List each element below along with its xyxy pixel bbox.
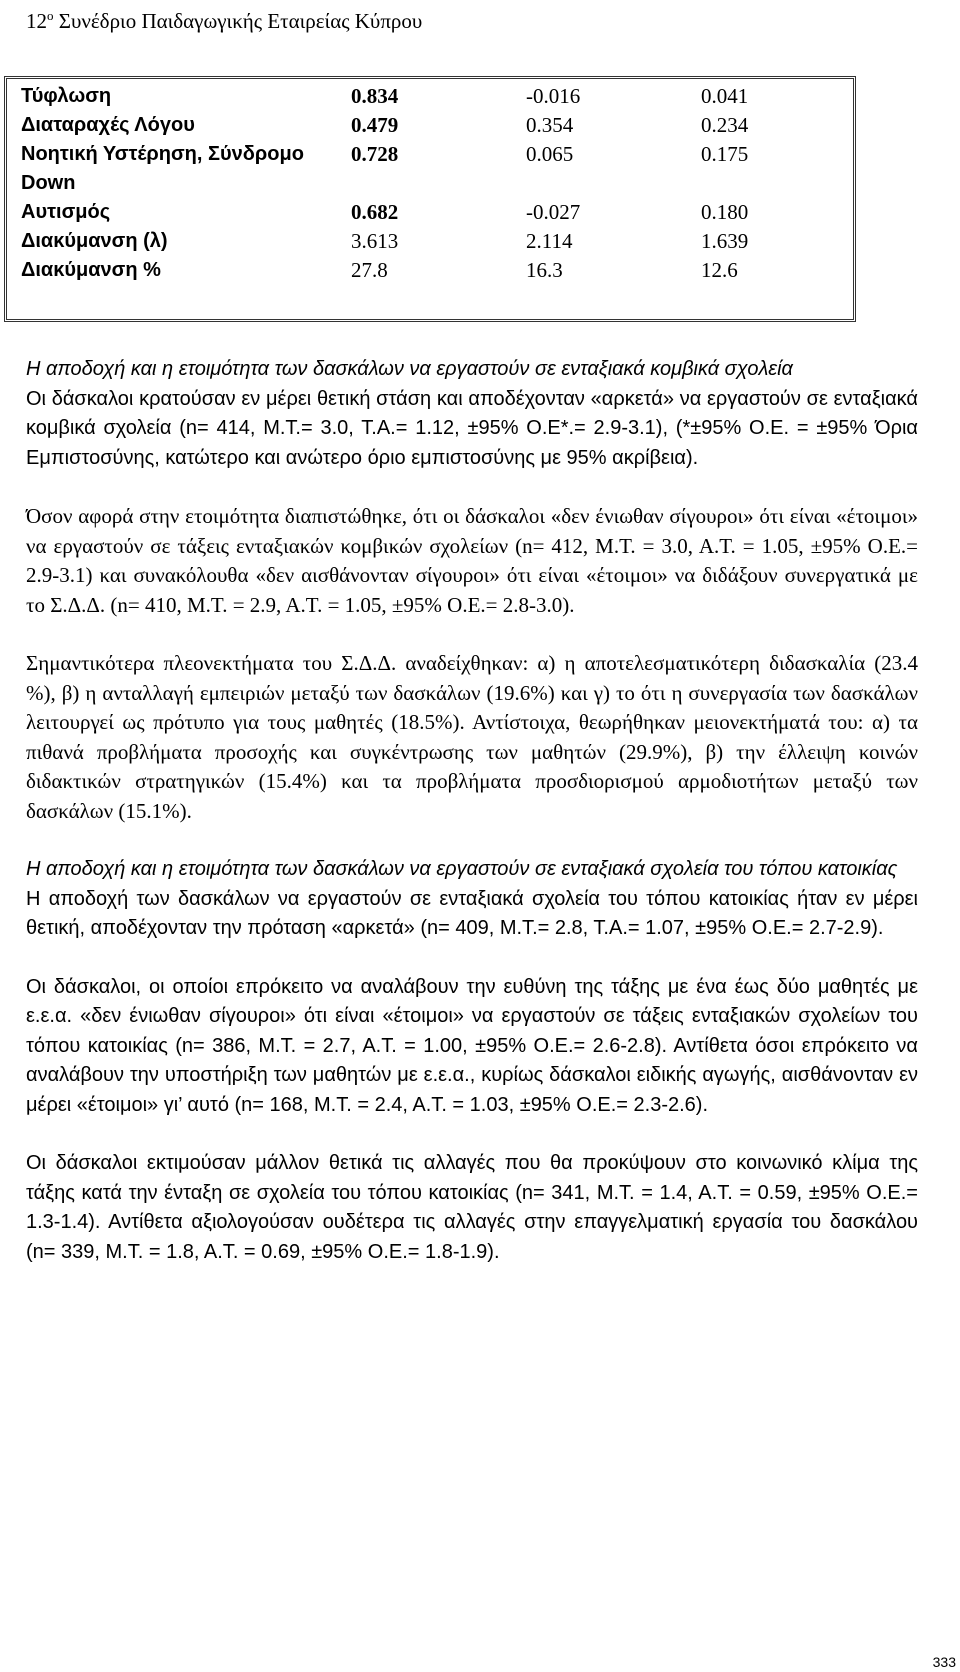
paragraph-responsibility: Οι δάσκαλοι, οι οποίοι επρόκειτο να αναλάβουν την ευθύνη της τάξης με ένα έως δύο μαθητές με ε.ε.α. «δεν ένιωθαν σίγουροι» ότι είναι «έτοιμοι» να εργαστούν σε τάξεις ενταξιακών σχολείων του τόπου κατοικίας (n= 386, Μ.Τ. = 2.7, Α.Τ. = 1.00, ±95% Ο.Ε.= 2.6-2.8). Αντίθετα όσοι επρόκειτο να αναλάβουν την υποστήριξη των μαθητών με ε.ε.α., κυρίως δάσκαλοι ειδικής αγωγής, αισθάνονταν εν μέρει «έτοιμοι» γι’ αυτό (n= 168, Μ.Τ. = 2.4, Α.Τ. = 1.03, ±95% Ο.Ε.= 2.3-2.6). (26, 975, 918, 1116)
value-cell: 27.8 (351, 258, 388, 282)
running-header (26, 2, 422, 35)
row-label-cell: Διακύμανση (λ) (21, 230, 168, 252)
factor-loadings-table-frame (4, 76, 856, 322)
ordinal-suffix: ο (47, 8, 54, 23)
section-2 (26, 855, 918, 944)
value-cell: 0.041 (701, 84, 749, 108)
value-cell: 3.613 (351, 229, 399, 253)
value-cell: -0.027 (526, 200, 581, 224)
value-cell: 0.682 (351, 200, 399, 224)
row-label-cell: Νοητική Υστέρηση, Σύνδρομο Down (21, 143, 304, 194)
value-cell: 12.6 (701, 258, 738, 282)
section-1-text: Οι δάσκαλοι κρατούσαν εν μέρει θετική στάση και αποδέχονταν «αρκετά» να εργαστούν σε ενταξιακά κομβικά σχολεία (n= 414, Μ.Τ.= 3.0, Τ.Α.= 1.12, ±95% Ο.Ε*.= 2.9-3.1), (*±95% Ο.Ε. = ±95% Όρια Εμπιστοσύνης, κατώτερο και ανώτερο όριο εμπιστοσύνης με 95% ακρίβεια). (26, 387, 918, 469)
value-cell: 0.354 (526, 113, 574, 137)
conference-title: Συνέδριο Παιδαγωγικής Εταιρείας Κύπρου (53, 9, 423, 33)
row-label-cell: Διαταραχές Λόγου (21, 114, 195, 136)
value-cell: -0.016 (526, 84, 581, 108)
table-row (21, 140, 841, 198)
value-cell: 0.728 (351, 142, 399, 166)
table-row (21, 111, 841, 140)
row-label-cell: Αυτισμός (21, 201, 111, 223)
section-heading-1: Η αποδοχή και η ετοιμότητα των δασκάλων να εργαστούν σε ενταξιακά κομβικά σχολεία (26, 358, 793, 380)
section-heading-2: Η αποδοχή και η ετοιμότητα των δασκάλων να εργαστούν σε ενταξιακά σχολεία του τόπου κατοικίας (26, 858, 898, 880)
value-cell: 0.065 (526, 142, 574, 166)
value-cell: 2.114 (526, 229, 573, 253)
table-row (21, 198, 841, 227)
table-row (21, 227, 841, 256)
body-text (26, 355, 918, 1296)
section-1 (26, 355, 918, 473)
table-row (21, 82, 841, 111)
value-cell: 16.3 (526, 258, 563, 282)
row-label-cell: Διακύμανση % (21, 259, 161, 281)
paragraph-advantages: Σημαντικότερα πλεονεκτήματα του Σ.Δ.Δ. αναδείχθηκαν: α) η αποτελεσματικότερη διδασκαλία (23.4 %), β) η ανταλλαγή εμπειριών μεταξύ των δασκάλων (19.6%) και γ) το ότι η συνεργασία των δασκάλων λειτουργεί ως πρότυπο για τους μαθητές (18.5%). Αντίστοιχα, θεωρήθηκαν μειονεκτήματά του: α) τα πιθανά προβλήματα προσοχής και συγκέντρωσης των μαθητών (29.9%), β) την έλλειψη κοινών διδακτικών στρατηγικών (15.4%) και τα προβλήματα προσδιορισμού αρμοδιοτήτων μεταξύ των δασκάλων (15.1%). (26, 651, 918, 823)
value-cell: 0.234 (701, 113, 749, 137)
table-row (21, 256, 841, 285)
page-number: 333 (932, 1654, 956, 1670)
paragraph-climate: Οι δάσκαλοι εκτιμούσαν μάλλον θετικά τις αλλαγές που θα προκύψουν στο κοινωνικό κλίμα της τάξης κατά την ένταξη σε σχολεία του τόπου κατοικίας (n= 341, Μ.Τ. = 1.4, Α.Τ. = 0.59, ±95% Ο.Ε.= 1.3-1.4). Αντίθετα αξιολογούσαν ουδέτερα τις αλλαγές στην επαγγελματική εργασία του δασκάλου (n= 339, Μ.Τ. = 1.8, Α.Τ. = 0.69, ±95% Ο.Ε.= 1.8-1.9). (26, 1152, 918, 1263)
value-cell: 1.639 (701, 229, 749, 253)
value-cell: 0.180 (701, 200, 749, 224)
section-2-text: Η αποδοχή των δασκάλων να εργαστούν σε ενταξιακά σχολεία του τόπου κατοικίας ήταν εν μέρει θετική, αποδέχονταν την πρόταση «αρκετά» (n= 409, Μ.Τ.= 2.8, Τ.Α.= 1.07, ±95% Ο.Ε.= 2.7-2.9). (26, 887, 918, 939)
value-cell: 0.834 (351, 84, 399, 108)
conference-number: 12 (26, 9, 47, 33)
value-cell: 0.175 (701, 142, 749, 166)
paragraph-readiness: Όσον αφορά στην ετοιμότητα διαπιστώθηκε, ότι οι δάσκαλοι «δεν ένιωθαν σίγουροι» ότι είναι «έτοιμοι» να εργαστούν σε τάξεις ενταξιακών κομβικών σχολείων (n= 412, Μ.Τ. = 3.0, Α.Τ. = 1.05, ±95% Ο.Ε.= 2.9-3.1) και συνακόλουθα «δεν αισθάνονταν σίγουροι» ότι είναι «έτοιμοι» να διδάξουν συνεργατικά με το Σ.Δ.Δ. (n= 410, Μ.Τ. = 2.9, Α.Τ. = 1.05, ±95% Ο.Ε.= 2.8-3.0). (26, 504, 918, 617)
factor-loadings-table (21, 82, 841, 285)
value-cell: 0.479 (351, 113, 399, 137)
row-label-cell: Τύφλωση (21, 85, 112, 107)
